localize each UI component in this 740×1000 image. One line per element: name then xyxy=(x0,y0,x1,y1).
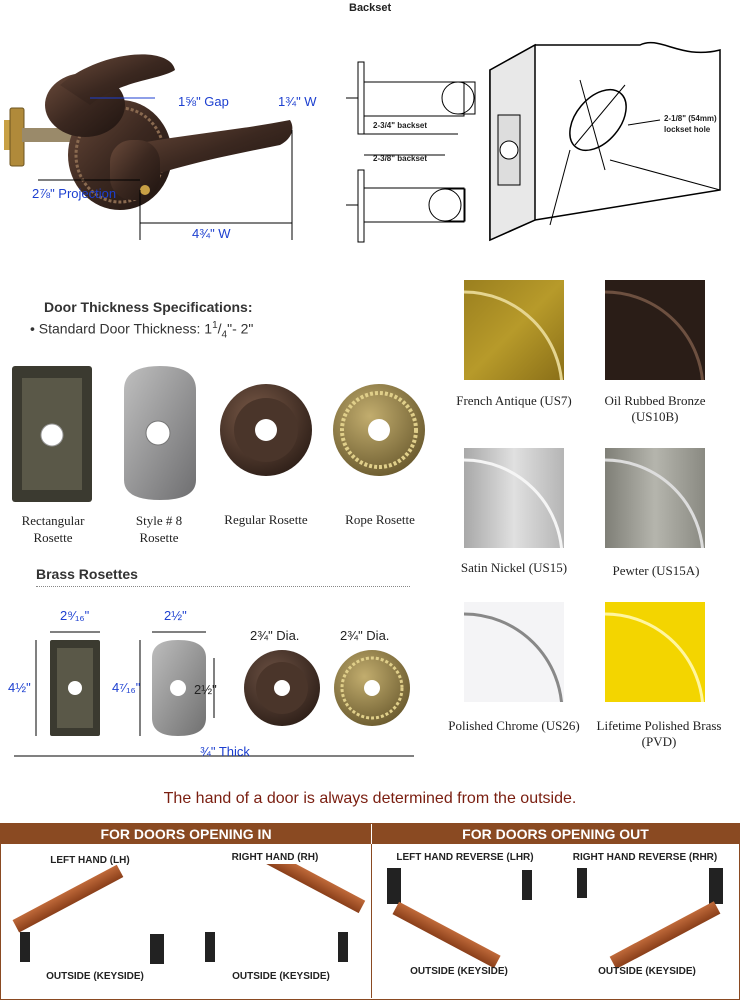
left-hand-title: LEFT HAND (LH) xyxy=(50,855,130,866)
brass-width-2: 2½" xyxy=(164,608,187,623)
swatch-satin-nickel xyxy=(464,448,564,548)
swatch-polished-chrome xyxy=(464,602,564,702)
brass-dia-1: 2¾" Dia. xyxy=(250,628,300,643)
right-hand-title: RIGHT HAND (RH) xyxy=(231,852,319,863)
brass-dia-2: 2¾" Dia. xyxy=(340,628,390,643)
left-hand-reverse-title: LEFT HAND REVERSE (LHR) xyxy=(396,852,534,863)
keyside-label-lh: OUTSIDE (KEYSIDE) xyxy=(46,971,144,982)
rosette-label-rope: Rope Rosette xyxy=(345,512,415,527)
doors-opening-out-header: FOR DOORS OPENING OUT xyxy=(372,824,739,844)
rosette-label-regular: Regular Rosette xyxy=(224,512,308,527)
rosette-label-style8: Style # 8 Rosette xyxy=(135,513,183,545)
swatch-french-antique xyxy=(464,280,564,380)
finish-label-oil-rubbed-bronze: Oil Rubbed Bronze (US10B) xyxy=(604,393,706,424)
finish-label-pewter: Pewter (US15A) xyxy=(612,563,700,578)
rosette-label-rectangular: Rectangular Rosette xyxy=(21,513,85,545)
projection-dimension: 2⅞" Projection xyxy=(32,186,117,201)
finish-label-polished-brass: Lifetime Polished Brass (PVD) xyxy=(596,718,722,749)
hand-note: The hand of a door is always determined from the outside. xyxy=(163,790,577,807)
swatch-polished-brass xyxy=(605,602,705,702)
door-thickness-suffix: "- 2" xyxy=(227,320,254,337)
finish-label-polished-chrome: Polished Chrome (US26) xyxy=(448,718,580,733)
brass-thickness: ¾" Thick xyxy=(200,744,250,759)
finish-label-french-antique: French Antique (US7) xyxy=(456,393,572,408)
width-top-dimension: 1¾" W xyxy=(278,94,317,109)
right-hand-reverse-title: RIGHT HAND REVERSE (RHR) xyxy=(572,852,718,863)
brass-height-1: 4½" xyxy=(8,680,31,695)
door-thickness-sub: 4 xyxy=(221,329,228,341)
rosettes-row xyxy=(0,360,440,510)
keyside-label-rh: OUTSIDE (KEYSIDE) xyxy=(232,971,330,982)
door-thickness-sup: 1 xyxy=(212,320,218,331)
door-thickness-prefix: • Standard Door Thickness: 1 xyxy=(30,320,213,337)
lockset-hole-label: 2-1/8" (54mm) lockset hole xyxy=(664,114,717,134)
backset-title: Backset xyxy=(349,2,392,14)
backset-diagram xyxy=(340,20,740,260)
finish-label-satin-nickel: Satin Nickel (US15) xyxy=(460,560,568,575)
door-thickness-line: • Standard Door Thickness: $1^1/_4"-$ 2" xyxy=(30,320,254,341)
brass-inner-height: 2½" xyxy=(194,682,217,697)
lever-diagram xyxy=(0,40,330,250)
gap-dimension: 1⅝" Gap xyxy=(178,94,229,109)
swatch-oil-rubbed-bronze xyxy=(605,280,705,380)
brass-rosettes-title: Brass Rosettes xyxy=(36,566,138,582)
brass-rosettes-divider xyxy=(36,586,410,587)
keyside-label-lhr: OUTSIDE (KEYSIDE) xyxy=(410,966,508,977)
backset-label-2-3-4: 2-3/4" backset xyxy=(373,121,428,130)
brass-height-2: 4⁷⁄₁₆" xyxy=(112,680,141,695)
swatch-pewter xyxy=(605,448,705,548)
width-bottom-dimension: 4¾" W xyxy=(192,226,231,241)
backset-label-2-3-8: 2-3/8" backset xyxy=(373,154,428,163)
keyside-label-rhr: OUTSIDE (KEYSIDE) xyxy=(598,966,696,977)
brass-width-1: 2⁹⁄₁₆" xyxy=(60,608,90,623)
doors-opening-in-header: FOR DOORS OPENING IN xyxy=(1,824,371,844)
door-thickness-title: Door Thickness Specifications: xyxy=(44,299,253,315)
